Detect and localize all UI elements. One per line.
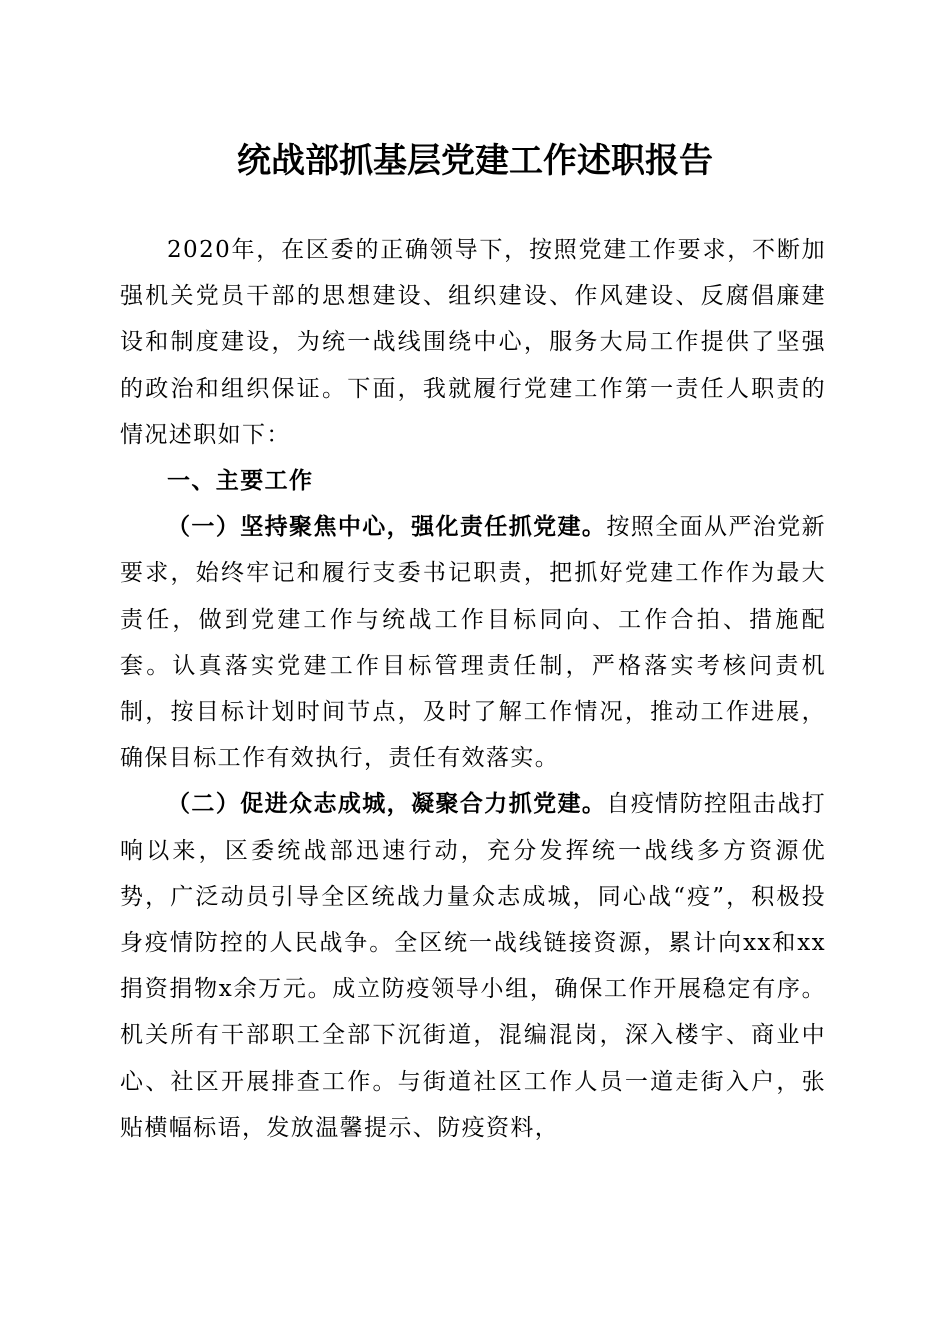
paragraph-item-2: [120, 781, 826, 1151]
paragraph-item-1-lead: （一）坚持聚焦中心，强化责任抓党建。: [167, 513, 607, 541]
intro-paragraph: 2020年，在区委的正确领导下，按照党建工作要求，不断加强机关党员干部的思想建设、组织建设、作风建设、反腐倡廉建设和制度建设，为统一战线围绕中心，服务大局工作提供了坚强的政治和组织保证。下面，我就履行党建工作第一责任人职责的情况述职如下：: [120, 237, 826, 448]
paragraph-item-1-text: 按照全面从严治党新要求，始终牢记和履行支委书记职责，把抓好党建工作作为最大责任，做到党建工作与统战工作目标同向、工作合拍、措施配套。认真落实党建工作目标管理责任制，严格落实考核问责机制，按目标计划时间节点，及时了解工作情况，推动工作进展，确保目标工作有效执行，责任有效落实。: [120, 514, 827, 772]
document-body: [120, 227, 826, 1151]
paragraph-item-2-text: 自疫情防控阻击战打响以来，区委统战部迅速行动，充分发挥统一战线多方资源优势，广泛动员引导全区统战力量众志成城，同心战“疫”，积极投身疫情防控的人民战争。全区统一战线链接资源，累计向xx和xx捐资捐物x余万元。成立防疫领导小组，确保工作开展稳定有序。机关所有干部职工全部下沉街道，混编混岗，深入楼宇、商业中心、社区开展排查工作。与街道社区工作人员一道走街入户，张贴横幅标语，发放温馨提示、防疫资料，: [120, 791, 827, 1141]
section-heading-main-work: 一、主要工作: [167, 468, 314, 495]
paragraph-item-1: [120, 504, 826, 781]
document-title: 统战部抓基层党建工作述职报告: [237, 141, 713, 181]
paragraph-item-2-lead: （二）促进众志成城，凝聚合力抓党建。: [167, 790, 607, 818]
